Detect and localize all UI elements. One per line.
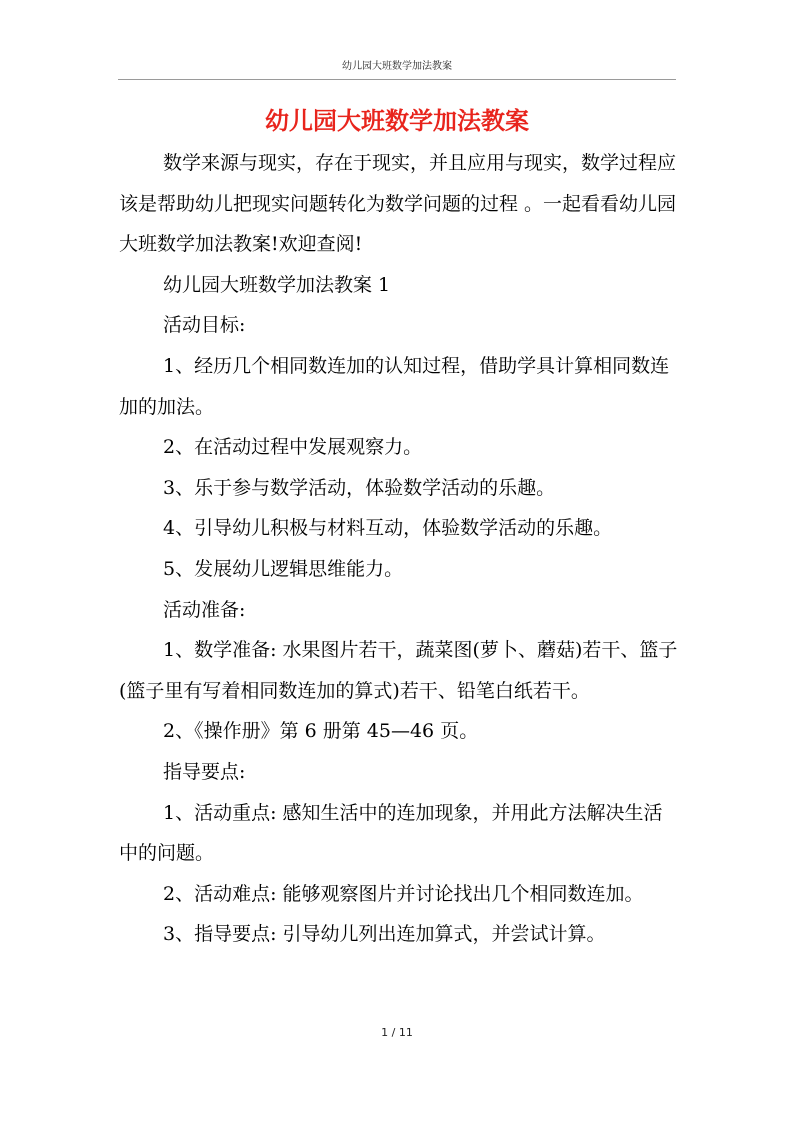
- header-divider: [118, 79, 676, 80]
- page-number: 1 / 11: [381, 1026, 413, 1039]
- guidance-item-2: 2、活动难点: 能够观察图片并讨论找出几个相同数连加。: [163, 882, 644, 905]
- heading-guidance-points: 指导要点:: [163, 760, 246, 783]
- section-heading-lesson-1: 幼儿园大班数学加法教案 1: [163, 273, 391, 296]
- heading-activity-goals: 活动目标:: [163, 314, 246, 337]
- intro-paragraph: 数学来源与现实，存在于现实，并且应用与现实，数学过程应该是帮助幼儿把现实问题转化为数学问题的过程 。一起看看幼儿园大班数学加法教案!欢迎查阅!: [119, 152, 677, 256]
- document-body: [119, 143, 679, 955]
- preparation-item-1: 1、数学准备: 水果图片若干，蔬菜图(萝卜、蘑菇)若干、篮子(篮子里有写着相同数连加的算式)若干、铅笔白纸若干。: [119, 639, 678, 702]
- goal-item-4: 4、引导幼儿积极与材料互动，体验数学活动的乐趣。: [163, 517, 613, 540]
- goal-item-1: 1、经历几个相同数连加的认知过程，借助学具计算相同数连加的加法。: [119, 354, 670, 418]
- running-header: 幼儿园大班数学加法教案: [342, 61, 452, 72]
- goal-item-2: 2、在活动过程中发展观察力。: [163, 436, 423, 459]
- preparation-item-2: 2、《操作册》第 6 册第 45—46 页。: [163, 720, 479, 743]
- guidance-item-3: 3、指导要点: 引导幼儿列出连加算式，并尝试计算。: [163, 923, 606, 946]
- guidance-item-1: 1、活动重点: 感知生活中的连加现象，并用此方法解决生活中的问题。: [119, 801, 663, 865]
- document-title: 幼儿园大班数学加法教案: [265, 106, 529, 135]
- heading-activity-preparation: 活动准备:: [163, 598, 246, 621]
- goal-item-3: 3、乐于参与数学活动，体验数学活动的乐趣。: [163, 476, 556, 499]
- goal-item-5: 5、发展幼儿逻辑思维能力。: [163, 557, 404, 580]
